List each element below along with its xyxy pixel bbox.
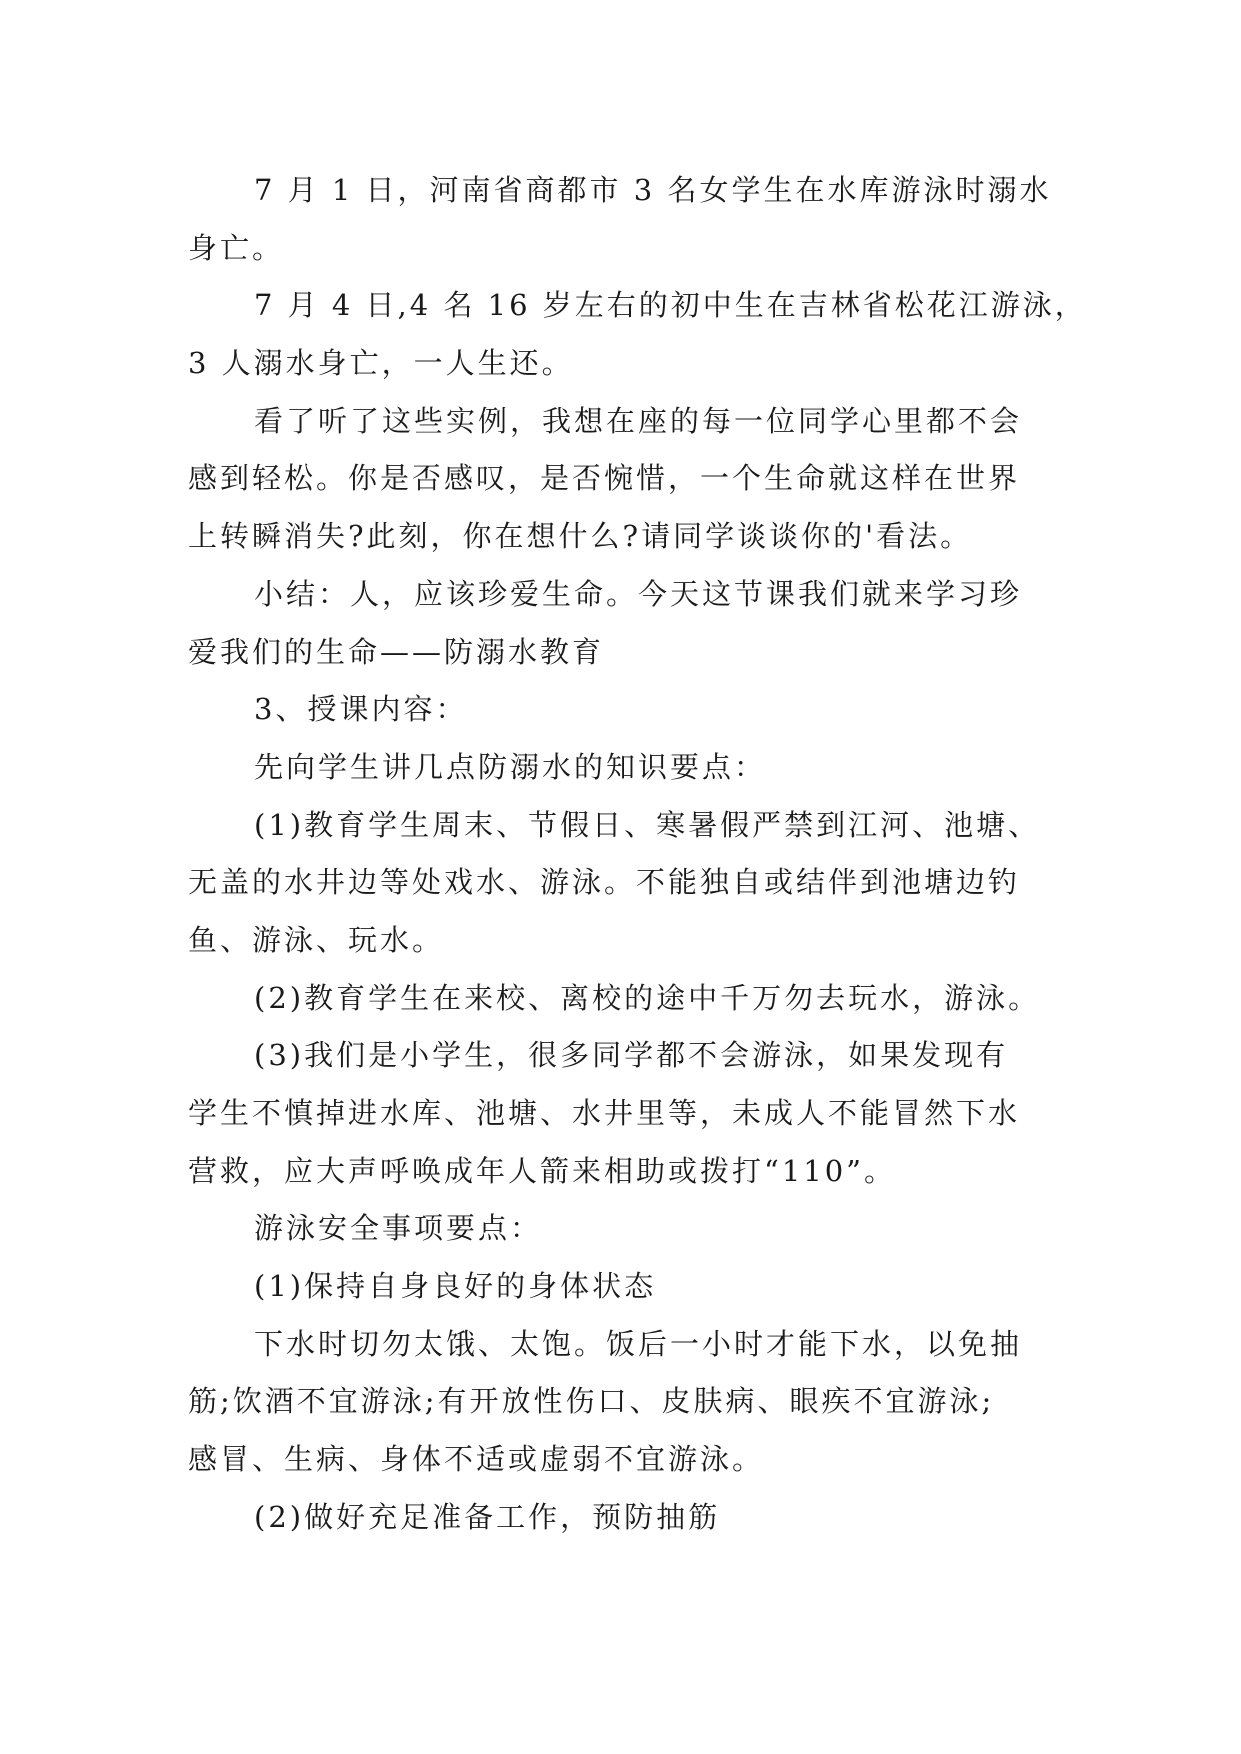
text-line: 营救，应大声呼唤成年人箭来相助或拨打“110”。 (188, 1153, 897, 1188)
text-line: 3 人溺水身亡，一人生还。 (188, 346, 574, 381)
text-line: 学生不慎掉进水库、池塘、水井里等，未成人不能冒然下水 (188, 1096, 1021, 1130)
text-line: 3、授课内容： (254, 692, 468, 727)
text-line: (2)做好充足准备工作，预防抽筋 (254, 1499, 721, 1534)
text-line: 感到轻松。你是否感叹，是否惋惜，一个生命就这样在世界 (188, 461, 1021, 496)
text-line: 小结：人，应该珍爱生命。今天这节课我们就来学习珍 (254, 576, 1023, 611)
text-line: 7 月 1 日，河南省商都市 3 名女学生在水库游泳时溺水 (254, 173, 1052, 207)
text-line: (3)我们是小学生，很多同学都不会游泳，如果发现有 (254, 1038, 1009, 1073)
text-line: 下水时切勿太饿、太饱。饭后一小时才能下水，以免抽 (254, 1326, 1023, 1361)
text-line: 上转瞬消失?此刻，你在想什么?请同学谈谈你的'看法。 (188, 519, 973, 554)
text-line: 先向学生讲几点防溺水的知识要点： (254, 749, 767, 784)
text-line: 爱我们的生命——防溺水教育 (188, 634, 605, 669)
text-line: 身亡。 (188, 230, 285, 265)
text-line: (1)保持自身良好的身体状态 (254, 1269, 657, 1304)
document-body (188, 162, 1088, 1547)
text-line: (2)教育学生在来校、离校的途中千万勿去玩水，游泳。 (254, 980, 1041, 1015)
text-line: 鱼、游泳、玩水。 (188, 922, 445, 957)
text-line: 游泳安全事项要点： (254, 1211, 543, 1246)
text-line: 看了听了这些实例，我想在座的每一位同学心里都不会 (254, 403, 1023, 438)
text-line: 无盖的水井边等处戏水、游泳。不能独自或结伴到池塘边钓 (188, 865, 1021, 900)
text-line: 筋;饮酒不宜游泳;有开放性伤口、皮肤病、眼疾不宜游泳; (188, 1384, 995, 1419)
text-line: 感冒、生病、身体不适或虚弱不宜游泳。 (188, 1442, 765, 1477)
text-line: 7 月 4 日,4 名 16 岁左右的初中生在吉林省松花江游泳， (254, 288, 1087, 323)
text-line: (1)教育学生周末、节假日、寒暑假严禁到江河、池塘、 (254, 807, 1041, 842)
